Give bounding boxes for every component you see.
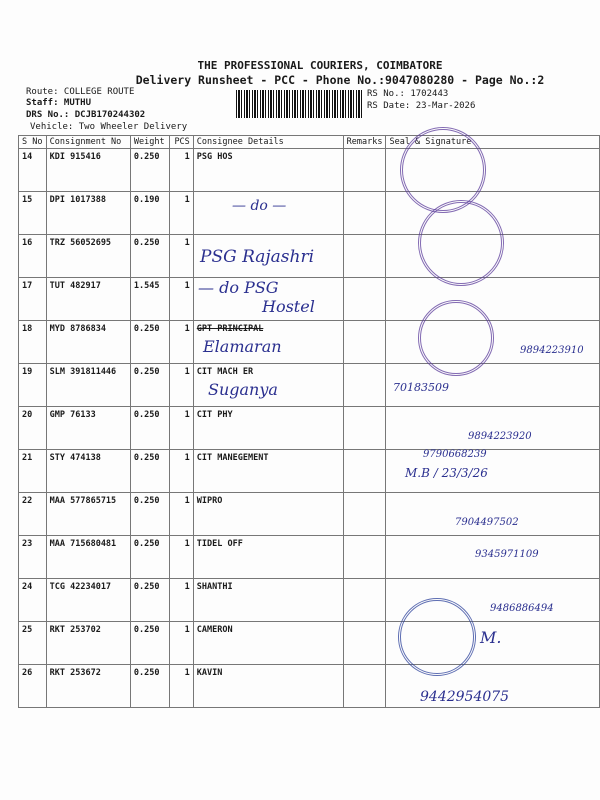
- table-row: [19, 192, 600, 235]
- table-row: [19, 450, 600, 493]
- seal-signature-cell: [386, 493, 600, 536]
- consignment-number: MAA 715680481: [46, 536, 130, 579]
- table-row: [19, 665, 600, 708]
- remarks-cell: [343, 192, 386, 235]
- weight: 0.250: [130, 321, 169, 364]
- consignment-number: RKT 253672: [46, 665, 130, 708]
- staff: Staff: MUTHU: [26, 98, 92, 108]
- weight: 0.250: [130, 622, 169, 665]
- signature-phone: 9442954075: [420, 689, 510, 705]
- signature-phone: 9790668239: [423, 449, 487, 460]
- row-sno: 19: [19, 364, 47, 407]
- table-header: [19, 136, 600, 149]
- consignee-details: TIDEL OFF: [193, 536, 343, 579]
- pieces: 1: [169, 192, 193, 235]
- company-title: THE PROFESSIONAL COURIERS, COIMBATORE: [197, 59, 443, 72]
- row-sno: 20: [19, 407, 47, 450]
- runsheet-table: [18, 135, 600, 708]
- remarks-cell: [343, 278, 386, 321]
- vehicle: Vehicle: Two Wheeler Delivery: [30, 122, 188, 132]
- consignee-details: GPT PRINCIPAL: [193, 321, 343, 364]
- rs-date: RS Date: 23-Mar-2026: [367, 101, 476, 111]
- signature-date: M.B / 23/3/26: [405, 466, 488, 480]
- weight: 0.250: [130, 665, 169, 708]
- consignee-details: CIT PHY: [193, 407, 343, 450]
- col-remarks: Remarks: [343, 136, 386, 149]
- remarks-cell: [343, 149, 386, 192]
- handwritten-note: Suganya: [208, 380, 278, 399]
- weight: 0.250: [130, 364, 169, 407]
- row-sno: 23: [19, 536, 47, 579]
- signature-phone: 9894223910: [520, 345, 584, 356]
- table-row: [19, 493, 600, 536]
- row-sno: 21: [19, 450, 47, 493]
- consignee-details: CAMERON: [193, 622, 343, 665]
- consignment-number: TRZ 56052695: [46, 235, 130, 278]
- weight: 0.190: [130, 192, 169, 235]
- pieces: 1: [169, 665, 193, 708]
- weight: 0.250: [130, 450, 169, 493]
- weight: 1.545: [130, 278, 169, 321]
- row-sno: 14: [19, 149, 47, 192]
- row-sno: 17: [19, 278, 47, 321]
- consignment-number: STY 474138: [46, 450, 130, 493]
- company-stamp: [398, 598, 476, 676]
- pieces: 1: [169, 321, 193, 364]
- consignee-details: KAVIN: [193, 665, 343, 708]
- remarks-cell: [343, 364, 386, 407]
- signature-phone: 70183509: [393, 381, 449, 394]
- table-row: [19, 149, 600, 192]
- handwritten-note: Hostel: [262, 297, 315, 316]
- col-weight: Weight: [130, 136, 169, 149]
- handwritten-note: PSG Rajashri: [200, 247, 315, 267]
- pieces: 1: [169, 149, 193, 192]
- row-sno: 26: [19, 665, 47, 708]
- table-row: [19, 622, 600, 665]
- col-consignment: Consignment No: [46, 136, 130, 149]
- consignee-details: PSG HOS: [193, 149, 343, 192]
- pieces: 1: [169, 536, 193, 579]
- remarks-cell: [343, 536, 386, 579]
- pieces: 1: [169, 235, 193, 278]
- remarks-cell: [343, 665, 386, 708]
- row-sno: 18: [19, 321, 47, 364]
- consignment-number: RKT 253702: [46, 622, 130, 665]
- signature-phone: 9345971109: [475, 549, 539, 560]
- college-stamp: [418, 300, 494, 376]
- signature-phone: 9486886494: [490, 603, 554, 614]
- col-sno: S No: [19, 136, 47, 149]
- remarks-cell: [343, 407, 386, 450]
- pieces: 1: [169, 579, 193, 622]
- row-sno: 15: [19, 192, 47, 235]
- barcode: [236, 90, 364, 118]
- consignment-number: MAA 577865715: [46, 493, 130, 536]
- signature-phone: 9894223920: [468, 431, 532, 442]
- row-sno: 25: [19, 622, 47, 665]
- table-row: [19, 579, 600, 622]
- weight: 0.250: [130, 149, 169, 192]
- signature: M.: [480, 628, 502, 647]
- route: Route: COLLEGE ROUTE: [26, 87, 135, 97]
- hostel-stamp: [418, 200, 504, 286]
- remarks-cell: [343, 450, 386, 493]
- pieces: 1: [169, 407, 193, 450]
- consignment-number: GMP 76133: [46, 407, 130, 450]
- weight: 0.250: [130, 407, 169, 450]
- table-row: [19, 364, 600, 407]
- remarks-cell: [343, 321, 386, 364]
- weight: 0.250: [130, 536, 169, 579]
- consignment-number: TUT 482917: [46, 278, 130, 321]
- remarks-cell: [343, 622, 386, 665]
- weight: 0.250: [130, 579, 169, 622]
- pieces: 1: [169, 622, 193, 665]
- col-pcs: PCS: [169, 136, 193, 149]
- consignment-number: TCG 42234017: [46, 579, 130, 622]
- handwritten-note: Elamaran: [203, 337, 282, 356]
- drs-number: DRS No.: DCJB170244302: [26, 110, 146, 120]
- weight: 0.250: [130, 493, 169, 536]
- rs-number: RS No.: 1702443: [367, 89, 449, 99]
- consignee-details: WIPRO: [193, 493, 343, 536]
- remarks-cell: [343, 493, 386, 536]
- weight: 0.250: [130, 235, 169, 278]
- consignee-details: CIT MANEGEMENT: [193, 450, 343, 493]
- col-consignee: Consignee Details: [193, 136, 343, 149]
- runsheet-subtitle: Delivery Runsheet - PCC - Phone No.:9047080280 - Page No.:2: [135, 73, 545, 87]
- consignee-details: CIT MACH ER: [193, 364, 343, 407]
- handwritten-note: — do PSG: [198, 278, 279, 297]
- consignee-details: SHANTHI: [193, 579, 343, 622]
- signature-phone: 7904497502: [455, 517, 519, 528]
- table-row: [19, 321, 600, 364]
- row-sno: 22: [19, 493, 47, 536]
- remarks-cell: [343, 235, 386, 278]
- pieces: 1: [169, 450, 193, 493]
- pieces: 1: [169, 364, 193, 407]
- consignment-number: KDI 915416: [46, 149, 130, 192]
- row-sno: 24: [19, 579, 47, 622]
- pieces: 1: [169, 278, 193, 321]
- handwritten-note: — do —: [232, 198, 287, 214]
- consignment-number: MYD 8786834: [46, 321, 130, 364]
- consignment-number: SLM 391811446: [46, 364, 130, 407]
- col-seal-signature: Seal & Signature: [386, 136, 600, 149]
- pieces: 1: [169, 493, 193, 536]
- remarks-cell: [343, 579, 386, 622]
- consignment-number: DPI 1017388: [46, 192, 130, 235]
- hostel-stamp: [400, 127, 486, 213]
- table-row: [19, 407, 600, 450]
- seal-signature-cell: [386, 407, 600, 450]
- seal-signature-cell: [386, 278, 600, 321]
- row-sno: 16: [19, 235, 47, 278]
